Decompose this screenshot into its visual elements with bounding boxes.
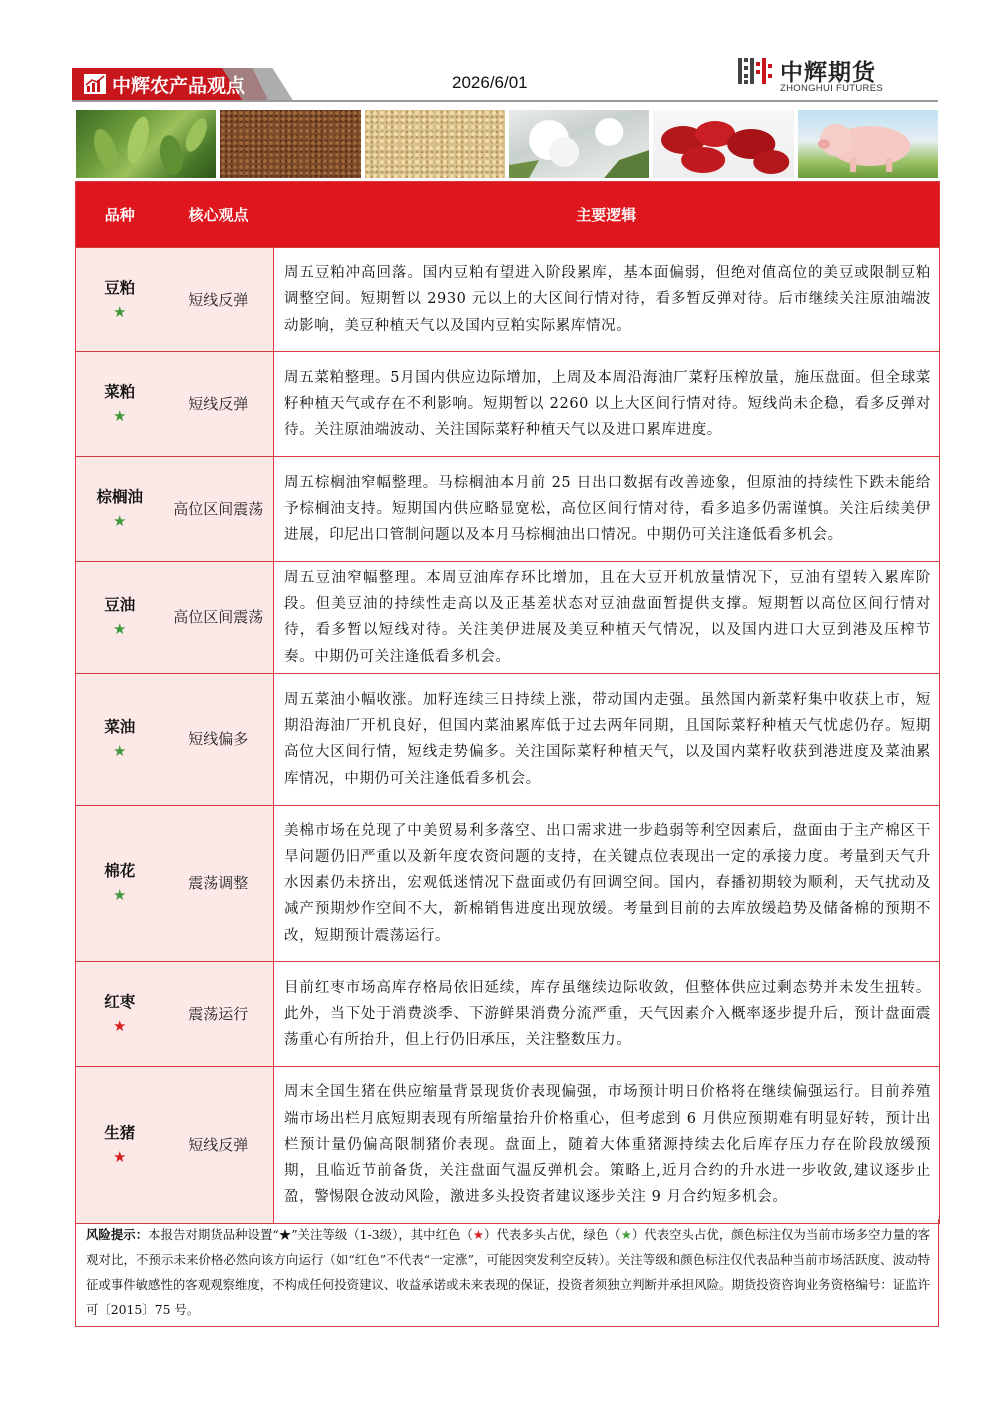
commodity-photo-strip xyxy=(76,110,938,178)
commodity-cell xyxy=(76,805,164,961)
table-row-red-dates xyxy=(76,961,940,1066)
table-row-soymeal xyxy=(76,248,940,352)
table-row-cotton xyxy=(76,805,940,961)
commodity-cell xyxy=(76,1066,164,1223)
table-row-rapeseed-meal xyxy=(76,352,940,457)
report-date: 2026/6/01 xyxy=(452,73,528,92)
core-view: 短线偏多 xyxy=(164,673,274,805)
report-banner xyxy=(72,68,294,102)
star-icon: ★ xyxy=(113,302,127,321)
company-name-en: ZHONGHUI FUTURES xyxy=(780,83,883,94)
meal-pellet-photo xyxy=(365,110,505,178)
company-logo xyxy=(738,54,938,94)
header-commodity: 品种 xyxy=(76,182,164,248)
core-view: 高位区间震荡 xyxy=(164,562,274,674)
star-icon: ★ xyxy=(113,620,127,639)
star-icon: ★ xyxy=(113,742,127,761)
main-logic: 周五豆粕冲高回落。国内豆粕有望进入阶段累库，基本面偏弱，但绝对值高位的美豆或限制豆粕调整空间。短期暂以 2930 元以上的大区间行情对待，看多暂反弹对待。后市继续关注原油端波动影响，美豆种植天气以及国内豆粕实际累库情况。 xyxy=(274,248,940,352)
header-main-logic: 主要逻辑 xyxy=(274,182,940,248)
table-row-rapeseed-oil xyxy=(76,673,940,805)
table-row-palm-oil xyxy=(76,457,940,562)
commodity-view-table xyxy=(75,181,940,1224)
core-view: 短线反弹 xyxy=(164,352,274,457)
header-divider xyxy=(72,100,938,102)
star-icon: ★ xyxy=(113,1016,127,1035)
risk-disclaimer xyxy=(75,1219,939,1327)
star-icon: ★ xyxy=(113,886,127,905)
risk-text-part1: 本报告对期货品种设置“★”关注等级（1-3级），其中红色（ xyxy=(148,1227,473,1242)
commodity-cell xyxy=(76,457,164,562)
header-core-view: 核心观点 xyxy=(164,182,274,248)
main-logic: 周五豆油窄幅整理。本周豆油库存环比增加，且在大豆开机放量情况下，豆油有望转入累库阶段。但美豆油的持续性走高以及正基差状态对豆油盘面暂提供支撑。短期暂以高位区间行情对待，看多暂以短线对待。关注美伊进展及美豆种植天气情况，以及国内进口大豆到港及压榨节奏。中期仍可关注逢低看多机会。 xyxy=(274,562,940,674)
core-view: 高位区间震荡 xyxy=(164,457,274,562)
commodity-name: 生猪 xyxy=(104,1122,136,1142)
commodity-name: 棕榈油 xyxy=(96,487,143,506)
core-view: 短线反弹 xyxy=(164,1066,274,1223)
main-logic: 周五棕榈油窄幅整理。马棕榈油本月前 25 日出口数据有改善迹象，但原油的持续性下跌未能给予棕榈油支持。短期国内供应略显宽松，高位区间行情对待，看多追多仍需谨慎。关注后续美伊进展，印尼出口管制问题以及本月马棕榈油出口情况。中期仍可关注逢低看多机会。 xyxy=(274,457,940,562)
main-logic: 周五菜粕整理。5月国内供应边际增加，上周及本周沿海油厂菜籽压榨放量，施压盘面。但全球菜籽种植天气或存在不利影响。短期暂以 2260 以上大区间行情对待。短线尚未企稳，看多反弹对待。关注原油端波动、关注国际菜籽种植天气以及进口累库进度。 xyxy=(274,352,940,457)
risk-text-part3: ）代表空头占优，颜色标注仅为当前市场多空力量的客观对比，不预示未来价格必然向该方向运行（如“红色”不代表“一定涨”，可能因突发利空反转）。关注等级和颜色标注仅代表品种当前市场活跃度、波动特征或事件敏感性的客观观察维度，不构成任何投资建议、收益承诺或未来表现的保证，投资者须独立判断并承担风险。期货投资咨询业务资格编号：证监许可〔2015〕75 号。 xyxy=(86,1227,931,1317)
table-header-row xyxy=(76,182,940,248)
commodity-name: 豆粕 xyxy=(104,277,136,297)
main-logic: 美棉市场在兑现了中美贸易利多落空、出口需求进一步趋弱等利空因素后，盘面由于主产棉区干旱问题仍旧严重以及新年度农资问题的支持，在关键点位表现出一定的承接力度。考量到天气升水因素仍未挤出，宏观低迷情况下盘面或仍有回调空间。国内，春播初期较为顺利，天气扰动及减产预期炒作空间不大，新棉销售进度出现放缓。考量到目前的去库放缓趋势及储备棉的预期不改，短期预计震荡运行。 xyxy=(274,805,940,961)
core-view: 震荡调整 xyxy=(164,805,274,961)
main-logic: 周末全国生猪在供应缩量背景现货价表现偏强，市场预计明日价格将在继续偏强运行。目前养殖端市场出栏月底短期表现有所缩量抬升价格重心，但考虑到 6 月供应预期难有明显好转，预计出栏预计量仍偏高限制猪价表现。盘面上，随着大体重猪源持续去化后库存压力存在阶段放缓预期，且临近节前备货，关注盘面气温反弹机会。策略上,近月合约的升水进一步收敛,建议逐步止盈，警惕限仓波动风险，激进多头投资者建议逐步关注 9 月合约短多机会。 xyxy=(274,1066,940,1223)
core-view: 震荡运行 xyxy=(164,961,274,1066)
commodity-name: 豆油 xyxy=(104,595,136,615)
rapeseed-photo xyxy=(220,110,360,178)
star-icon: ★ xyxy=(113,1147,127,1166)
bar-chart-icon xyxy=(84,74,106,94)
red-star-icon: ★ xyxy=(472,1227,485,1242)
commodity-name: 棉花 xyxy=(104,861,136,881)
company-name-cn: 中辉期货 xyxy=(780,60,876,86)
commodity-cell xyxy=(76,673,164,805)
commodity-cell xyxy=(76,961,164,1066)
star-icon: ★ xyxy=(113,407,127,425)
company-logo-icon xyxy=(738,56,774,86)
table-row-live-hog xyxy=(76,1066,940,1223)
report-title: 中辉农产品观点 xyxy=(112,75,246,97)
cotton-photo xyxy=(509,110,649,178)
commodity-name: 菜粕 xyxy=(104,382,136,401)
core-view: 短线反弹 xyxy=(164,248,274,352)
commodity-cell xyxy=(76,562,164,674)
risk-text-part2: ）代表多头占优，绿色（ xyxy=(484,1227,621,1242)
star-icon: ★ xyxy=(113,512,127,530)
soybean-plant-photo xyxy=(76,110,216,178)
pig-photo xyxy=(798,110,938,178)
commodity-cell xyxy=(76,248,164,352)
risk-label: 风险提示： xyxy=(86,1227,149,1242)
table-row-soybean-oil xyxy=(76,562,940,674)
main-logic: 周五菜油小幅收涨。加籽连续三日持续上涨，带动国内走强。虽然国内新菜籽集中收获上市，短期沿海油厂开机良好，但国内菜油累库低于过去两年同期，且国际菜籽种植天气忧虑仍存。短期高位大区间行情，短线走势偏多。关注国际菜籽种植天气，以及国内菜籽收获到港进度及菜油累库情况，中期仍可关注逢低看多机会。 xyxy=(274,673,940,805)
green-star-icon: ★ xyxy=(620,1227,632,1242)
red-dates-photo xyxy=(653,110,793,178)
commodity-name: 红枣 xyxy=(104,991,136,1011)
commodity-name: 菜油 xyxy=(104,717,136,737)
commodity-cell xyxy=(76,352,164,457)
main-logic: 目前红枣市场高库存格局依旧延续，库存虽继续边际收敛，但整体供应过剩态势并未发生扭转。此外，当下处于消费淡季、下游鲜果消费分流严重，天气因素介入概率逐步提升后，预计盘面震荡重心有所抬升，但上行仍旧承压，关注整数压力。 xyxy=(274,961,940,1066)
